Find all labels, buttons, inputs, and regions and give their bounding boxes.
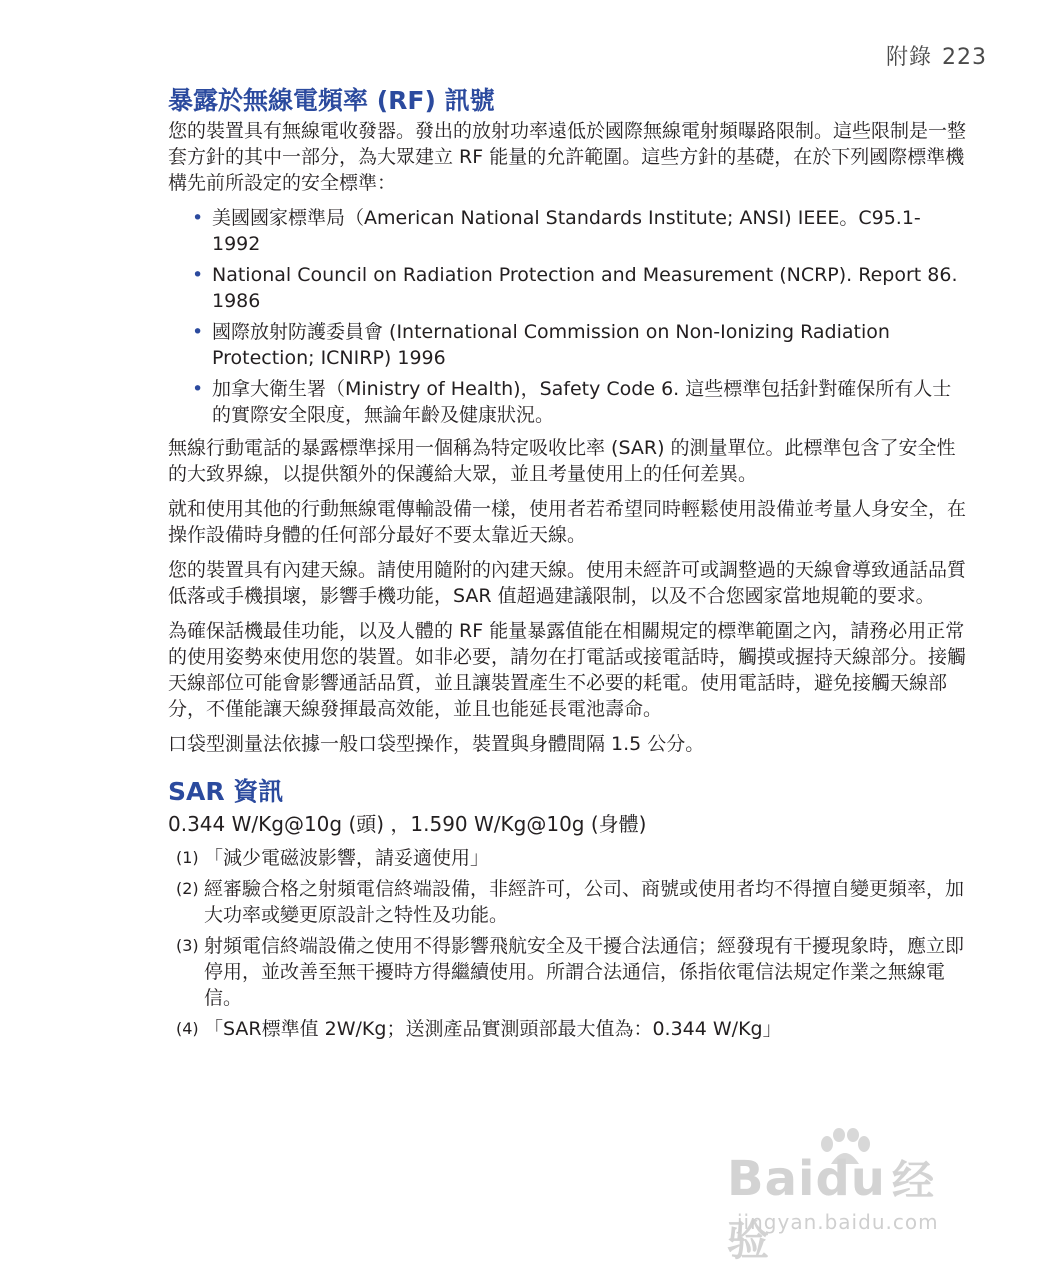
antenna-distance-paragraph: 就和使用其他的行動無線電傳輸設備一樣，使用者若希望同時輕鬆使用設備並考量人身安全，在操作設備時身體的任何部分最好不要太靠近天線。 [168,498,967,546]
baidu-watermark [727,1128,977,1265]
note-number: (3) [176,936,199,955]
usage-posture-paragraph: 為確保話機最佳功能，以及人體的 RF 能量暴露值能在相關規定的標準範圍之內，請務必用正常的使用姿勢來使用您的裝置。如非必要，請勿在打電話或接電話時，觸摸或握持天線部分。接觸天線部位可能會影響通話品質，並且讓裝置產生不必要的耗電。使用電話時，避免接觸天線部分，不僅能讓天線發揮最高效能，並且也能延長電池壽命。 [168,620,967,720]
sar-note-item [176,933,968,1011]
note-text: 「減少電磁波影響，請妥適使用」 [204,847,490,869]
header-section: 附錄 [885,45,932,70]
standards-list-item: • 美國國家標準局（American National Standards Institute; ANSI) IEEE。C95.1-1992 [168,205,968,257]
rf-section-title: 暴露於無線電頻率 (RF) 訊號 [168,86,495,115]
rf-intro-paragraph: 您的裝置具有無線電收發器。發出的放射功率遠低於國際無線電射頻曝路限制。這些限制是一整套方針的其中一部分，為大眾建立 RF 能量的允許範圍。這些方針的基礎，在於下列國際標準機構先前所設定的安全標準： [168,120,967,194]
note-text: 「SAR標準值 2W/Kg；送測產品實測頭部最大值為：0.344 W/Kg」 [204,1018,782,1040]
baidu-logo [727,1148,977,1268]
standards-list-item: • 加拿大衛生署（Ministry of Health)，Safety Code 6. 這些標準包括針對確保所有人士的實際安全限度，無論年齡及健康狀況。 [168,376,968,428]
note-number: (1) [176,848,199,867]
note-number: (4) [176,1019,199,1038]
sar-unit-paragraph: 無線行動電話的暴露標準採用一個稱為特定吸收比率 (SAR) 的測量單位。此標準包含了安全性的大致界線，以提供額外的保護給大眾，並且考量使用上的任何差異。 [168,437,956,485]
internal-antenna-paragraph: 您的裝置具有內建天線。請使用隨附的內建天線。使用未經許可或調整過的天線會導致通話品質低落或手機損壞，影響手機功能，SAR 值超過建議限制，以及不合您國家當地規範的要求。 [168,559,967,607]
standards-list-item: • National Council on Radiation Protection and Measurement (NCRP). Report 86. 1986 [168,262,968,314]
standards-list-item: • 國際放射防護委員會 (International Commission on Non-Ionizing Radiation Protection; ICNIRP) 1996 [168,319,968,371]
page-header [886,40,987,71]
sar-note-item [176,1016,968,1042]
note-text: 經審驗合格之射頻電信終端設備，非經許可，公司、商號或使用者均不得擅自變更頻率，加大功率或變更原設計之特性及功能。 [204,878,965,926]
sar-note-item [176,845,968,871]
logo-text: Bai [727,1151,816,1207]
page-number: 223 [942,45,987,70]
note-number: (2) [176,879,199,898]
standards-list [168,205,968,428]
sar-notes-list [168,845,968,1042]
watermark-url: jingyan.baidu.com [737,1210,939,1234]
pocket-measurement-paragraph: 口袋型測量法依據一般口袋型操作，裝置與身體間隔 1.5 公分。 [168,733,705,755]
page-content [168,84,968,1047]
logo-text-2: du [815,1151,886,1207]
sar-section-title: SAR 資訊 [168,777,284,806]
sar-values: 0.344 W/Kg@10g (頭) ，1.590 W/Kg@10g (身體) [168,812,647,836]
note-text: 射頻電信終端設備之使用不得影響飛航安全及干擾合法通信；經發現有干擾現象時，應立即停用，並改善至無干擾時方得繼續使用。所謂合法通信，係指依電信法規定作業之無線電信。 [204,935,965,1009]
sar-note-item [176,876,968,928]
logo-cn: 经验 [727,1156,935,1265]
